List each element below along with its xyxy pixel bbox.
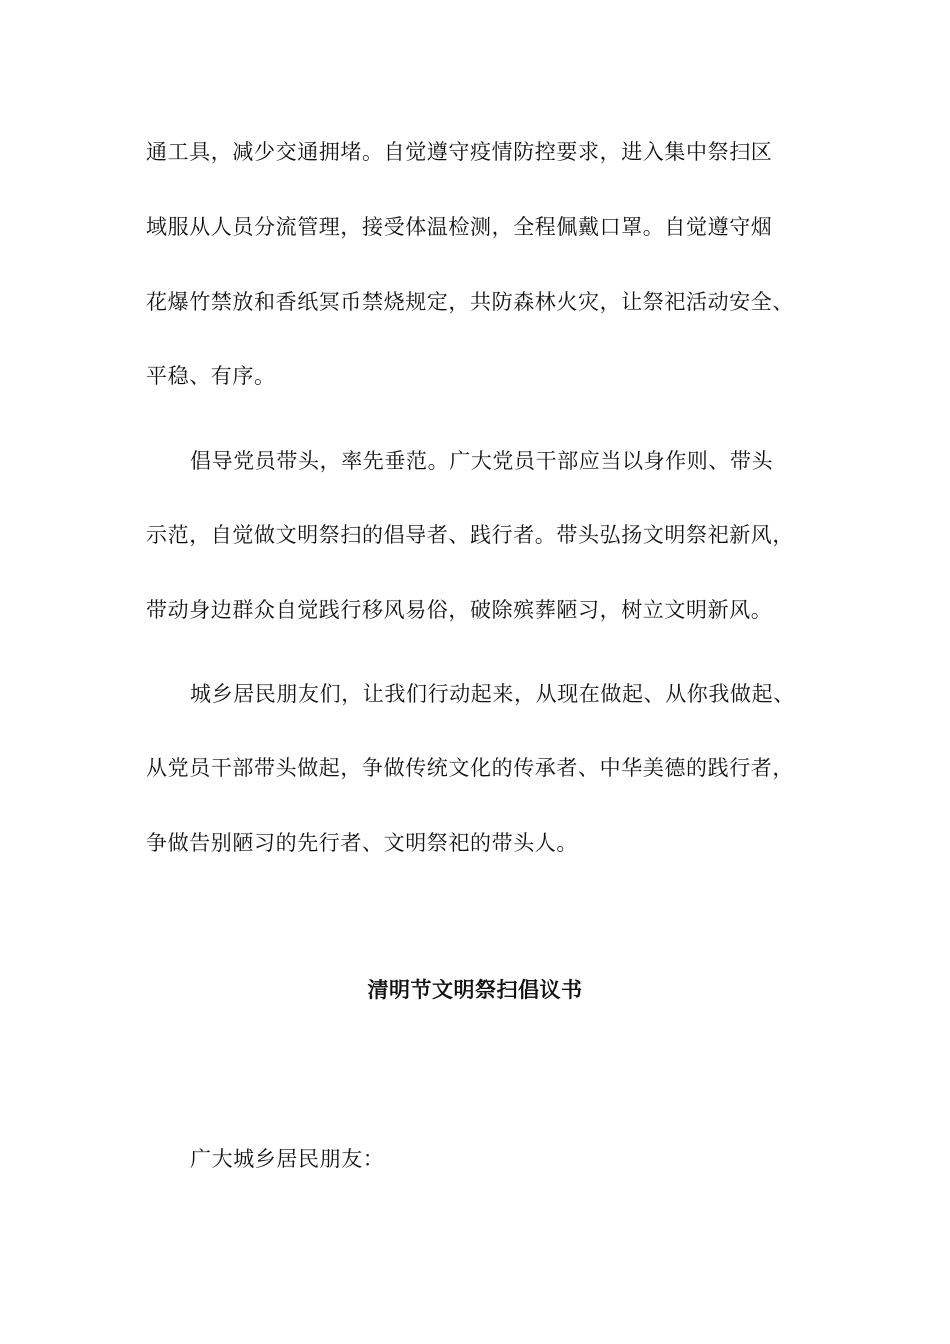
document-title: 清明节文明祭扫倡议书 xyxy=(367,977,583,1002)
paragraph-2-line-3: 带动身边群众自觉践行移风易俗，破除殡葬陋习，树立文明新风。 xyxy=(146,598,773,622)
paragraph-1-line-1: 通工具，减少交通拥堵。自觉遵守疫情防控要求，进入集中祭扫区 xyxy=(146,140,773,164)
paragraph-1-line-2: 域服从人员分流管理，接受体温检测，全程佩戴口罩。自觉遵守烟 xyxy=(146,215,773,239)
salutation: 广大城乡居民朋友： xyxy=(190,1147,385,1171)
paragraph-3-line-1: 城乡居民朋友们，让我们行动起来，从现在做起、从你我做起、 xyxy=(190,682,795,706)
paragraph-2-line-2: 示范，自觉做文明祭扫的倡导者、践行者。带头弘扬文明祭祀新风， xyxy=(146,523,794,547)
paragraph-1-line-4: 平稳、有序。 xyxy=(146,364,276,388)
paragraph-2-line-1: 倡导党员带头，率先垂范。广大党员干部应当以身作则、带头 xyxy=(190,449,774,473)
paragraph-3-line-2: 从党员干部带头做起，争做传统文化的传承者、中华美德的践行者， xyxy=(146,756,794,780)
paragraph-3-line-3: 争做告别陋习的先行者、文明祭祀的带头人。 xyxy=(146,831,578,855)
paragraph-1-line-3: 花爆竹禁放和香纸冥币禁烧规定，共防森林火灾，让祭祀活动安全、 xyxy=(146,290,794,314)
